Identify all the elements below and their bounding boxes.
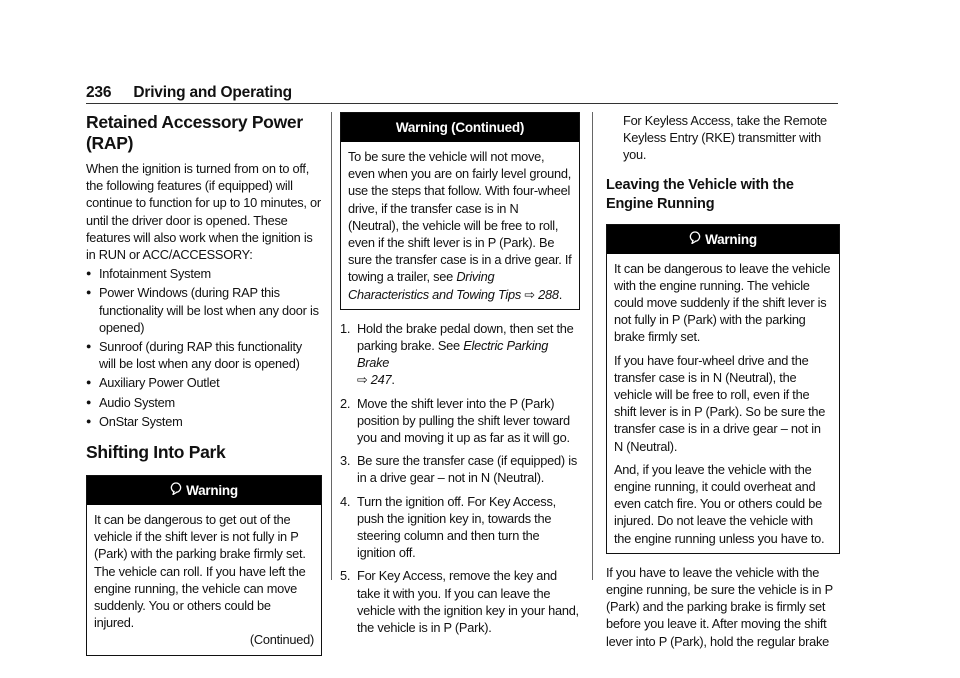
list-item: ● Sunroof (during RAP this functionality will be lost when any door is opened) bbox=[86, 338, 322, 372]
continued-label: (Continued) bbox=[249, 632, 314, 648]
park-heading: Shifting Into Park bbox=[86, 442, 226, 463]
step-number: 5. bbox=[340, 568, 351, 584]
header-rule bbox=[86, 103, 838, 104]
warning-title: Warning bbox=[186, 483, 238, 499]
page-number: 236 bbox=[86, 84, 112, 101]
body-paragraph: If you have to leave the vehicle with the engine running, be sure the vehicle is in P (Park) and the parking brake is firmly set before you leave it. After moving the shift lever into P (Park), hold the regular brake bbox=[606, 564, 833, 649]
warning-header bbox=[87, 476, 321, 505]
list-item bbox=[340, 395, 580, 447]
warning-box bbox=[606, 224, 840, 554]
step-number: 1. bbox=[340, 320, 351, 336]
list-item: ● OnStar System bbox=[86, 413, 322, 430]
warning-paragraph: If you have four-wheel drive and the transfer case is in N (Neutral), the vehicle will be free to roll, even if the shift lever is in P (Park). So be sure the transfer case is in a drive gear – not in N (Neutral). bbox=[614, 352, 826, 454]
warning-icon bbox=[689, 231, 701, 248]
column-2 bbox=[340, 112, 580, 642]
page-reference[interactable]: ⇨ 247 bbox=[357, 372, 392, 388]
park-steps-list bbox=[340, 320, 580, 636]
step-number: 3. bbox=[340, 453, 351, 469]
list-item bbox=[340, 452, 580, 486]
sentence-end: . bbox=[391, 372, 395, 388]
sentence-end: . bbox=[558, 286, 563, 302]
page-header bbox=[86, 84, 292, 102]
warning-body bbox=[341, 142, 579, 309]
warning-icon bbox=[170, 482, 182, 499]
warning-text: It can be dangerous to get out of the vehicle if the shift lever is not fully in P (Park) with the parking brake firmly set. The vehicle can roll. If you have left the engine running, the vehicle can move suddenly. You or others could be injured. bbox=[94, 512, 306, 631]
warning-body bbox=[607, 254, 839, 553]
column-1 bbox=[86, 112, 322, 656]
step-text: Hold the brake pedal down, then set the parking brake. See bbox=[357, 320, 574, 354]
warning-paragraph: It can be dangerous to leave the vehicle with the engine running. The vehicle could move suddenly if the shift lever is not fully in P (Park) with the parking brake firmly set. bbox=[614, 260, 831, 345]
list-item bbox=[340, 320, 580, 389]
warning-box bbox=[86, 475, 322, 656]
warning-paragraph: And, if you leave the vehicle with the engine running, it could overheat and even catch fire. You or others could be injured. Do not leave the vehicle with the engine running unless you have to. bbox=[614, 461, 825, 546]
column-3 bbox=[606, 112, 840, 650]
list-item: ● Power Windows (during RAP this functionality will be lost when any door is opened) bbox=[86, 284, 322, 336]
warning-header bbox=[607, 225, 839, 254]
step-text: Move the shift lever into the P (Park) position by pulling the shift lever toward you and moving it up as far as it will go. bbox=[357, 395, 570, 446]
warning-text-part: To be sure the vehicle will not move, even when you are on fairly level ground, use the steps that follow. With four-wheel drive, if the transfer case is in N (Neutral), the vehicle will be free to roll, even if the shift lever is in P (Park). Be sure the transfer case is in a drive gear. If towing a trailer, see bbox=[348, 149, 572, 285]
list-item: ● Infotainment System bbox=[86, 265, 322, 282]
list-item bbox=[340, 493, 580, 562]
warning-title: Warning bbox=[705, 231, 757, 247]
step-number: 4. bbox=[340, 493, 351, 509]
warning-box-continued bbox=[340, 112, 580, 310]
warning-header: Warning (Continued) bbox=[341, 113, 579, 142]
rap-feature-list bbox=[86, 265, 322, 430]
step-5-continued: For Keyless Access, take the Remote Keyless Entry (RKE) transmitter with you. bbox=[623, 113, 827, 163]
section-title: Driving and Operating bbox=[133, 84, 292, 101]
warning-text bbox=[348, 148, 572, 303]
warning-body bbox=[87, 505, 321, 655]
list-item: ● Audio System bbox=[86, 394, 322, 411]
column-divider bbox=[592, 112, 593, 580]
step-text: For Key Access, remove the key and take it with you. If you can leave the vehicle with the ignition key in your hand, the vehicle is in P (Park). bbox=[357, 568, 579, 636]
rap-heading: Retained Accessory Power (RAP) bbox=[86, 112, 303, 153]
list-item: ● Auxiliary Power Outlet bbox=[86, 374, 322, 391]
rap-intro: When the ignition is turned from on to off, the following features (if equipped) will continue to function for up to 10 minutes, or until the driver door is opened. These features will also work when the ignition is in RUN or ACC/ACCESSORY: bbox=[86, 161, 321, 263]
step-text: Be sure the transfer case (if equipped) is in a drive gear – not in N (Neutral). bbox=[357, 453, 577, 486]
step-text: Turn the ignition off. For Key Access, push the ignition key in, towards the steering column and then turn the ignition off. bbox=[357, 493, 556, 561]
step-number: 2. bbox=[340, 395, 351, 411]
page-reference[interactable]: ⇨ 288 bbox=[524, 286, 559, 302]
list-item bbox=[340, 567, 580, 636]
cross-reference-link[interactable]: Electric Parking Brake bbox=[357, 338, 549, 371]
column-divider bbox=[331, 112, 332, 580]
leave-running-heading: Leaving the Vehicle with the Engine Running bbox=[606, 176, 794, 212]
cross-reference-link[interactable]: Driving Characteristics and Towing Tips bbox=[348, 269, 522, 302]
